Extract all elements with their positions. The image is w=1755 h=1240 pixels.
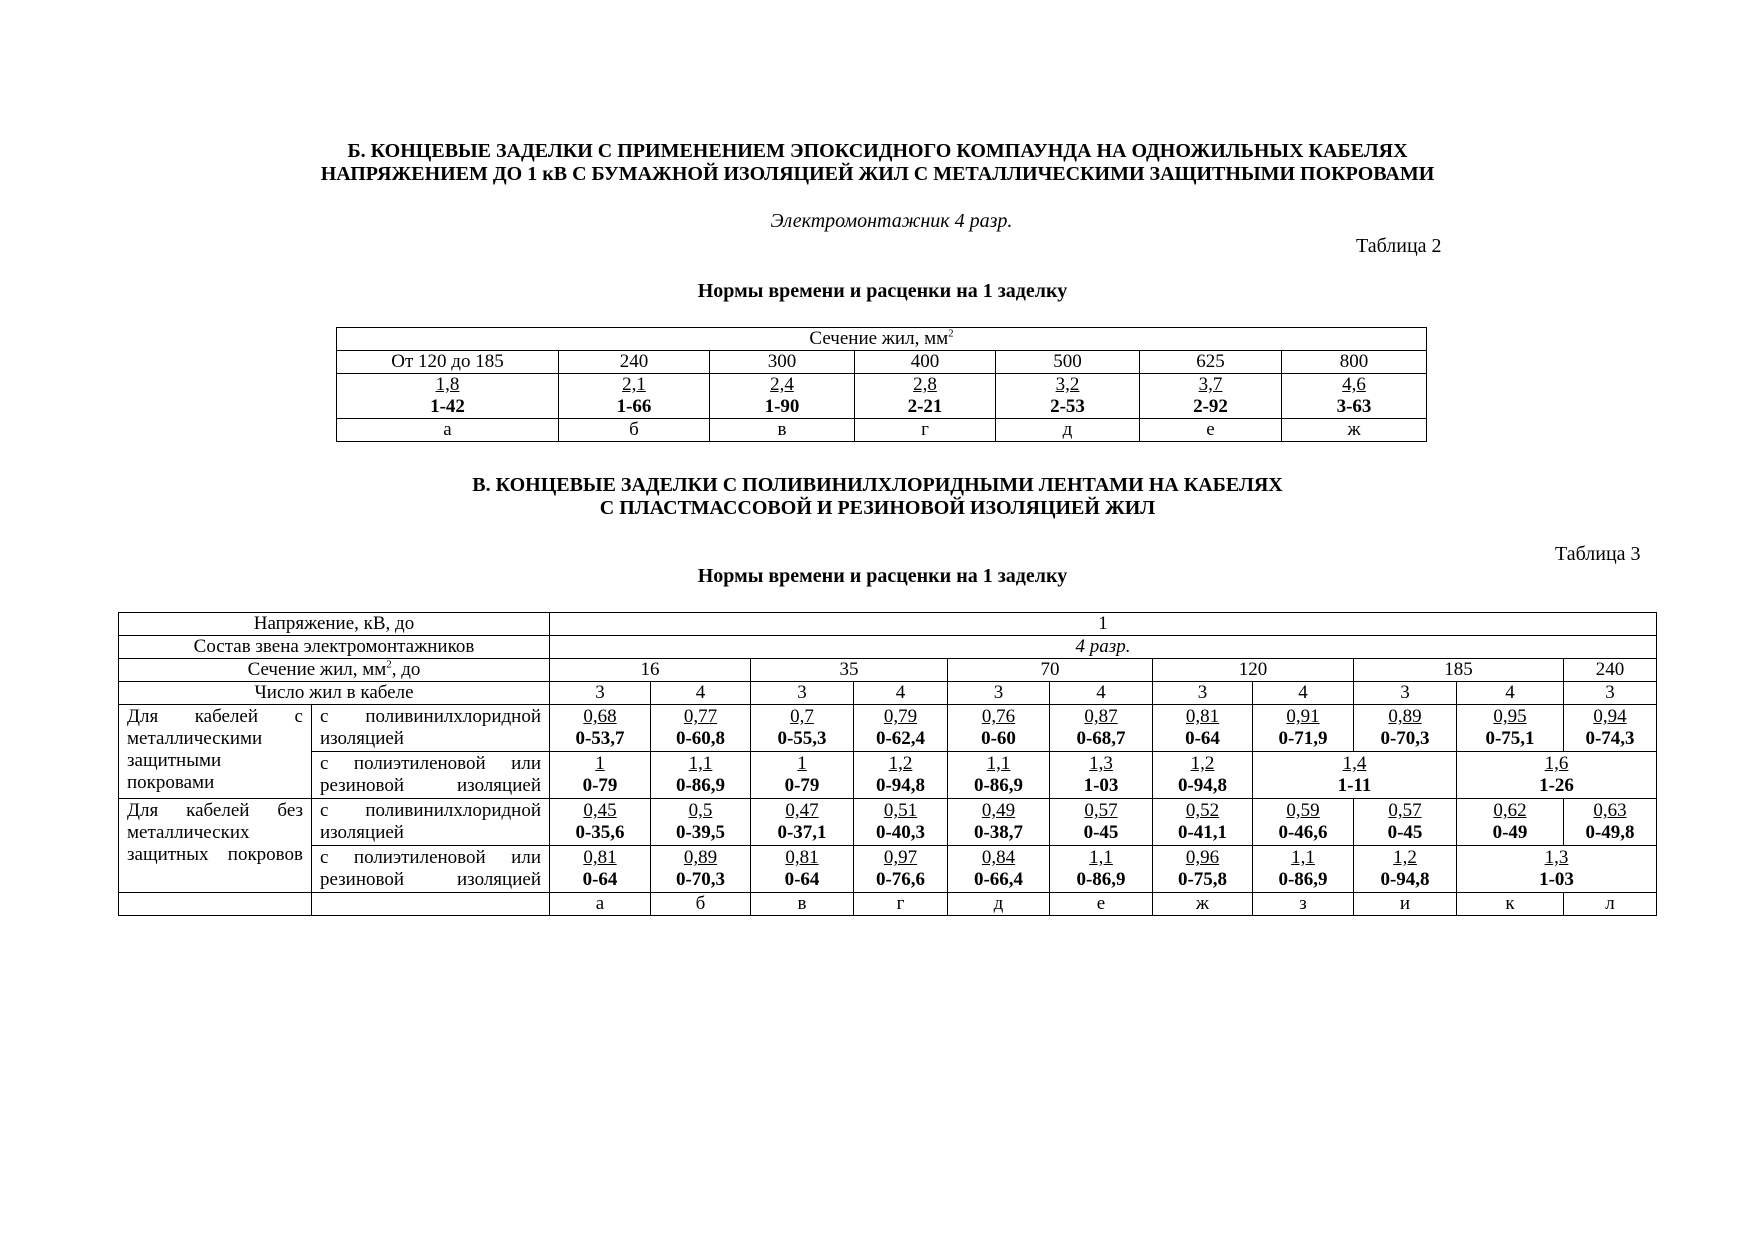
time-norm: 0,81 — [583, 847, 617, 868]
price: 1-11 — [1337, 775, 1372, 796]
norm-cell — [948, 799, 1050, 846]
time-norm: 0,89 — [1388, 706, 1422, 727]
norm-cell — [948, 752, 1050, 799]
time-norm: 0,79 — [883, 706, 918, 727]
norm-cell — [550, 705, 651, 752]
price: 0-74,3 — [1585, 728, 1635, 749]
norm-cell — [1457, 752, 1657, 799]
time-norm: 2,8 — [913, 374, 937, 395]
time-norm: 2,1 — [622, 374, 646, 395]
norm-cell — [1050, 705, 1153, 752]
core-count: 4 — [854, 682, 948, 705]
column-letter: л — [1564, 893, 1657, 916]
empty-cell — [312, 893, 550, 916]
crew-value: 4 разр. — [550, 636, 1657, 659]
section-35: 35 — [751, 659, 948, 682]
time-norm: 1,3 — [1089, 753, 1113, 774]
column-letter: е — [1050, 893, 1153, 916]
price: 0-35,6 — [575, 822, 625, 843]
table-3-norms-title: Нормы времени и расценки на 1 заделку — [697, 565, 1068, 587]
section-size: 400 — [855, 351, 996, 374]
norm-cell — [559, 374, 710, 419]
column-letter: в — [710, 419, 855, 442]
time-norm: 0,57 — [1084, 800, 1118, 821]
price: 0-79 — [784, 775, 820, 796]
time-norm: 1,1 — [1291, 847, 1315, 868]
section-c-title — [0, 474, 1755, 520]
core-count: 3 — [1153, 682, 1253, 705]
time-norm: 0,52 — [1185, 800, 1220, 821]
column-letter: и — [1354, 893, 1457, 916]
column-letter: ж — [1153, 893, 1253, 916]
time-norm: 1,3 — [1544, 847, 1569, 868]
norm-cell — [1354, 705, 1457, 752]
column-letter: з — [1253, 893, 1354, 916]
table-2-label: Таблица 2 — [1356, 235, 1442, 257]
section-size: От 120 до 185 — [337, 351, 559, 374]
norm-cell — [337, 374, 559, 419]
price: 0-46,6 — [1278, 822, 1328, 843]
norm-cell — [751, 752, 854, 799]
column-letter: в — [751, 893, 854, 916]
core-count: 4 — [651, 682, 751, 705]
column-letter: б — [651, 893, 751, 916]
price: 0-70,3 — [675, 869, 726, 890]
norm-cell — [1153, 705, 1253, 752]
time-norm: 1,1 — [986, 753, 1011, 774]
norm-cell — [550, 799, 651, 846]
section-size: 300 — [710, 351, 855, 374]
time-norm: 1 — [595, 753, 605, 774]
group1-pvc-label: с поливинилхлоридной изоляцией — [312, 705, 550, 752]
price: 0-86,9 — [973, 775, 1024, 796]
norm-cell — [651, 705, 751, 752]
price: 0-86,9 — [1278, 869, 1328, 890]
norm-cell — [1457, 705, 1564, 752]
price: 1-90 — [764, 396, 800, 417]
price: 0-45 — [1083, 822, 1119, 843]
price: 0-64 — [582, 869, 618, 890]
norm-cell — [1140, 374, 1282, 419]
time-norm: 2,4 — [770, 374, 794, 395]
column-letter: г — [854, 893, 948, 916]
time-norm: 0,49 — [981, 800, 1016, 821]
crew-label: Состав звена электромонтажников — [119, 636, 550, 659]
price: 0-71,9 — [1278, 728, 1328, 749]
column-letter: д — [948, 893, 1050, 916]
norm-cell — [1253, 752, 1457, 799]
time-norm: 1,8 — [435, 374, 460, 395]
time-norm: 1,2 — [1190, 753, 1215, 774]
section-120: 120 — [1153, 659, 1354, 682]
column-letter: д — [996, 419, 1140, 442]
price: 0-68,7 — [1076, 728, 1126, 749]
core-count: 3 — [1564, 682, 1657, 705]
norm-cell — [1564, 799, 1657, 846]
time-norm: 0,68 — [583, 706, 617, 727]
norm-cell — [948, 846, 1050, 893]
time-norm: 0,84 — [981, 847, 1016, 868]
time-norm: 0,97 — [883, 847, 918, 868]
price: 0-94,8 — [1380, 869, 1430, 890]
column-letter: б — [559, 419, 710, 442]
time-norm: 1,4 — [1342, 753, 1367, 774]
norm-cell — [1253, 846, 1354, 893]
time-norm: 0,77 — [683, 706, 718, 727]
section-label: Сечение жил, $мм^2$, до — [119, 659, 550, 682]
norm-cell — [1050, 799, 1153, 846]
time-norm: 0,57 — [1388, 800, 1422, 821]
time-norm: 0,45 — [583, 800, 617, 821]
norm-cell — [1153, 799, 1253, 846]
price: 0-66,4 — [973, 869, 1024, 890]
cores-label: Число жил в кабеле — [119, 682, 550, 705]
price: 0-38,7 — [973, 822, 1024, 843]
norm-cell — [996, 374, 1140, 419]
norm-cell — [1253, 799, 1354, 846]
core-count: 4 — [1253, 682, 1354, 705]
group2-pe-label: с полиэтиленовой или резиновой изоляцией — [312, 846, 550, 893]
table-2-norms-title: Нормы времени и расценки на 1 заделку — [697, 280, 1068, 302]
norm-cell — [710, 374, 855, 419]
price: 3-63 — [1336, 396, 1372, 417]
time-norm: 0,76 — [981, 706, 1016, 727]
price: 0-86,9 — [1076, 869, 1126, 890]
price: 0-60,8 — [675, 728, 726, 749]
core-count: 3 — [751, 682, 854, 705]
price: 0-53,7 — [575, 728, 625, 749]
time-norm: 0,91 — [1286, 706, 1320, 727]
time-norm: 0,96 — [1185, 847, 1220, 868]
time-norm: 0,89 — [683, 847, 718, 868]
time-norm: 0,59 — [1286, 800, 1320, 821]
column-letter: а — [550, 893, 651, 916]
norm-cell — [854, 705, 948, 752]
norm-cell — [651, 846, 751, 893]
section-185: 185 — [1354, 659, 1564, 682]
price: 0-75,8 — [1177, 869, 1228, 890]
table-2 — [336, 327, 1427, 442]
price: 0-62,4 — [875, 728, 926, 749]
time-norm: 1,1 — [688, 753, 713, 774]
section-16: 16 — [550, 659, 751, 682]
norm-cell — [854, 799, 948, 846]
norm-cell — [1354, 799, 1457, 846]
time-norm: 3,7 — [1198, 374, 1223, 395]
price: 2-21 — [907, 396, 943, 417]
norm-cell — [1457, 799, 1564, 846]
time-norm: 1,2 — [1393, 847, 1417, 868]
price: 0-64 — [1185, 728, 1220, 749]
group2-label: Для кабелей без металлических защитных покровов — [119, 799, 312, 893]
norm-cell — [948, 705, 1050, 752]
norm-cell — [751, 799, 854, 846]
price: 0-94,8 — [1177, 775, 1228, 796]
core-count: 3 — [550, 682, 651, 705]
price: 0-55,3 — [777, 728, 827, 749]
price: 0-60 — [981, 728, 1016, 749]
price: 0-49 — [1492, 822, 1528, 843]
price: 1-03 — [1083, 775, 1119, 796]
norm-cell — [1457, 846, 1657, 893]
voltage-value: 1 — [550, 613, 1657, 636]
time-norm: 1,2 — [888, 753, 913, 774]
norm-cell — [1050, 846, 1153, 893]
norm-cell — [1564, 705, 1657, 752]
time-norm: 0,7 — [790, 706, 814, 727]
section-b-title — [0, 140, 1755, 186]
table-3-label: Таблица 3 — [1555, 543, 1641, 565]
norm-cell — [651, 752, 751, 799]
group2-pvc-label: с поливинилхлоридной изоляцией — [312, 799, 550, 846]
price: 1-66 — [616, 396, 652, 417]
time-norm: 0,81 — [1185, 706, 1220, 727]
table-2-header: Сечение жил, $мм^2$ — [337, 328, 1427, 351]
time-norm: 4,6 — [1342, 374, 1366, 395]
price: 0-49,8 — [1585, 822, 1635, 843]
section-size: 625 — [1140, 351, 1282, 374]
column-letter: е — [1140, 419, 1282, 442]
core-count: 3 — [948, 682, 1050, 705]
time-norm: 0,94 — [1593, 706, 1627, 727]
time-norm: 0,51 — [883, 800, 918, 821]
norm-cell — [1282, 374, 1427, 419]
time-norm: 1 — [797, 753, 807, 774]
time-norm: 3,2 — [1055, 374, 1080, 395]
group1-pe-label: с полиэтиленовой или резиновой изоляцией — [312, 752, 550, 799]
price: 0-64 — [784, 869, 820, 890]
price: 0-40,3 — [875, 822, 926, 843]
norm-cell — [854, 752, 948, 799]
section-size: 800 — [1282, 351, 1427, 374]
time-norm: 0,87 — [1084, 706, 1118, 727]
section-b-title-line1: Б. КОНЦЕВЫЕ ЗАДЕЛКИ С ПРИМЕНЕНИЕМ ЭПОКСИДНОГО КОМПАУНДА НА ОДНОЖИЛЬНЫХ КАБЕЛЯХ — [347, 140, 1408, 162]
section-70: 70 — [948, 659, 1153, 682]
price: 0-41,1 — [1177, 822, 1228, 843]
time-norm: 0,95 — [1493, 706, 1527, 727]
core-count: 4 — [1050, 682, 1153, 705]
section-b-title-line2: НАПРЯЖЕНИЕМ ДО 1 кВ С БУМАЖНОЙ ИЗОЛЯЦИЕЙ ЖИЛ С МЕТАЛЛИЧЕСКИМИ ЗАЩИТНЫМИ ПОКРОВАМИ — [320, 163, 1435, 185]
norm-cell — [1153, 752, 1253, 799]
norm-cell — [651, 799, 751, 846]
price: 0-45 — [1387, 822, 1423, 843]
price: 0-94,8 — [875, 775, 926, 796]
price: 0-39,5 — [675, 822, 726, 843]
column-letter: ж — [1282, 419, 1427, 442]
norm-cell — [855, 374, 996, 419]
norm-cell — [550, 752, 651, 799]
time-norm: 0,81 — [785, 847, 819, 868]
empty-cell — [119, 893, 312, 916]
price: 1-26 — [1539, 775, 1574, 796]
core-count: 3 — [1354, 682, 1457, 705]
price: 0-75,1 — [1485, 728, 1535, 749]
price: 0-79 — [582, 775, 618, 796]
norm-cell — [751, 846, 854, 893]
core-count: 4 — [1457, 682, 1564, 705]
worker-category: Электромонтажник 4 разр. — [770, 210, 1013, 232]
time-norm: 0,47 — [785, 800, 819, 821]
time-norm: 0,63 — [1593, 800, 1627, 821]
price: 0-37,1 — [777, 822, 827, 843]
time-norm: 1,6 — [1544, 753, 1569, 774]
norm-cell — [751, 705, 854, 752]
column-letter: а — [337, 419, 559, 442]
norm-cell — [854, 846, 948, 893]
price: 2-53 — [1050, 396, 1085, 417]
price: 2-92 — [1193, 396, 1228, 417]
time-norm: 1,1 — [1089, 847, 1113, 868]
section-c-title-line1: В. КОНЦЕВЫЕ ЗАДЕЛКИ С ПОЛИВИНИЛХЛОРИДНЫМИ ЛЕНТАМИ НА КАБЕЛЯХ — [472, 474, 1283, 496]
norm-cell — [1354, 846, 1457, 893]
price: 0-70,3 — [1380, 728, 1430, 749]
time-norm: 0,5 — [688, 800, 713, 821]
section-size: 240 — [559, 351, 710, 374]
norm-cell — [1253, 705, 1354, 752]
norm-cell — [1153, 846, 1253, 893]
price: 0-86,9 — [675, 775, 726, 796]
section-size: 500 — [996, 351, 1140, 374]
price: 1-42 — [430, 396, 465, 417]
norm-cell — [550, 846, 651, 893]
group1-label: Для кабелей с металлическими защитными покровами — [119, 705, 312, 799]
table-3 — [118, 612, 1657, 916]
price: 0-76,6 — [875, 869, 926, 890]
time-norm: 0,62 — [1493, 800, 1527, 821]
column-letter: к — [1457, 893, 1564, 916]
column-letter: г — [855, 419, 996, 442]
section-c-title-line2: С ПЛАСТМАССОВОЙ И РЕЗИНОВОЙ ИЗОЛЯЦИЕЙ ЖИЛ — [599, 497, 1156, 519]
price: 1-03 — [1539, 869, 1574, 890]
norm-cell — [1050, 752, 1153, 799]
voltage-label: Напряжение, кВ, до — [119, 613, 550, 636]
section-240: 240 — [1564, 659, 1657, 682]
